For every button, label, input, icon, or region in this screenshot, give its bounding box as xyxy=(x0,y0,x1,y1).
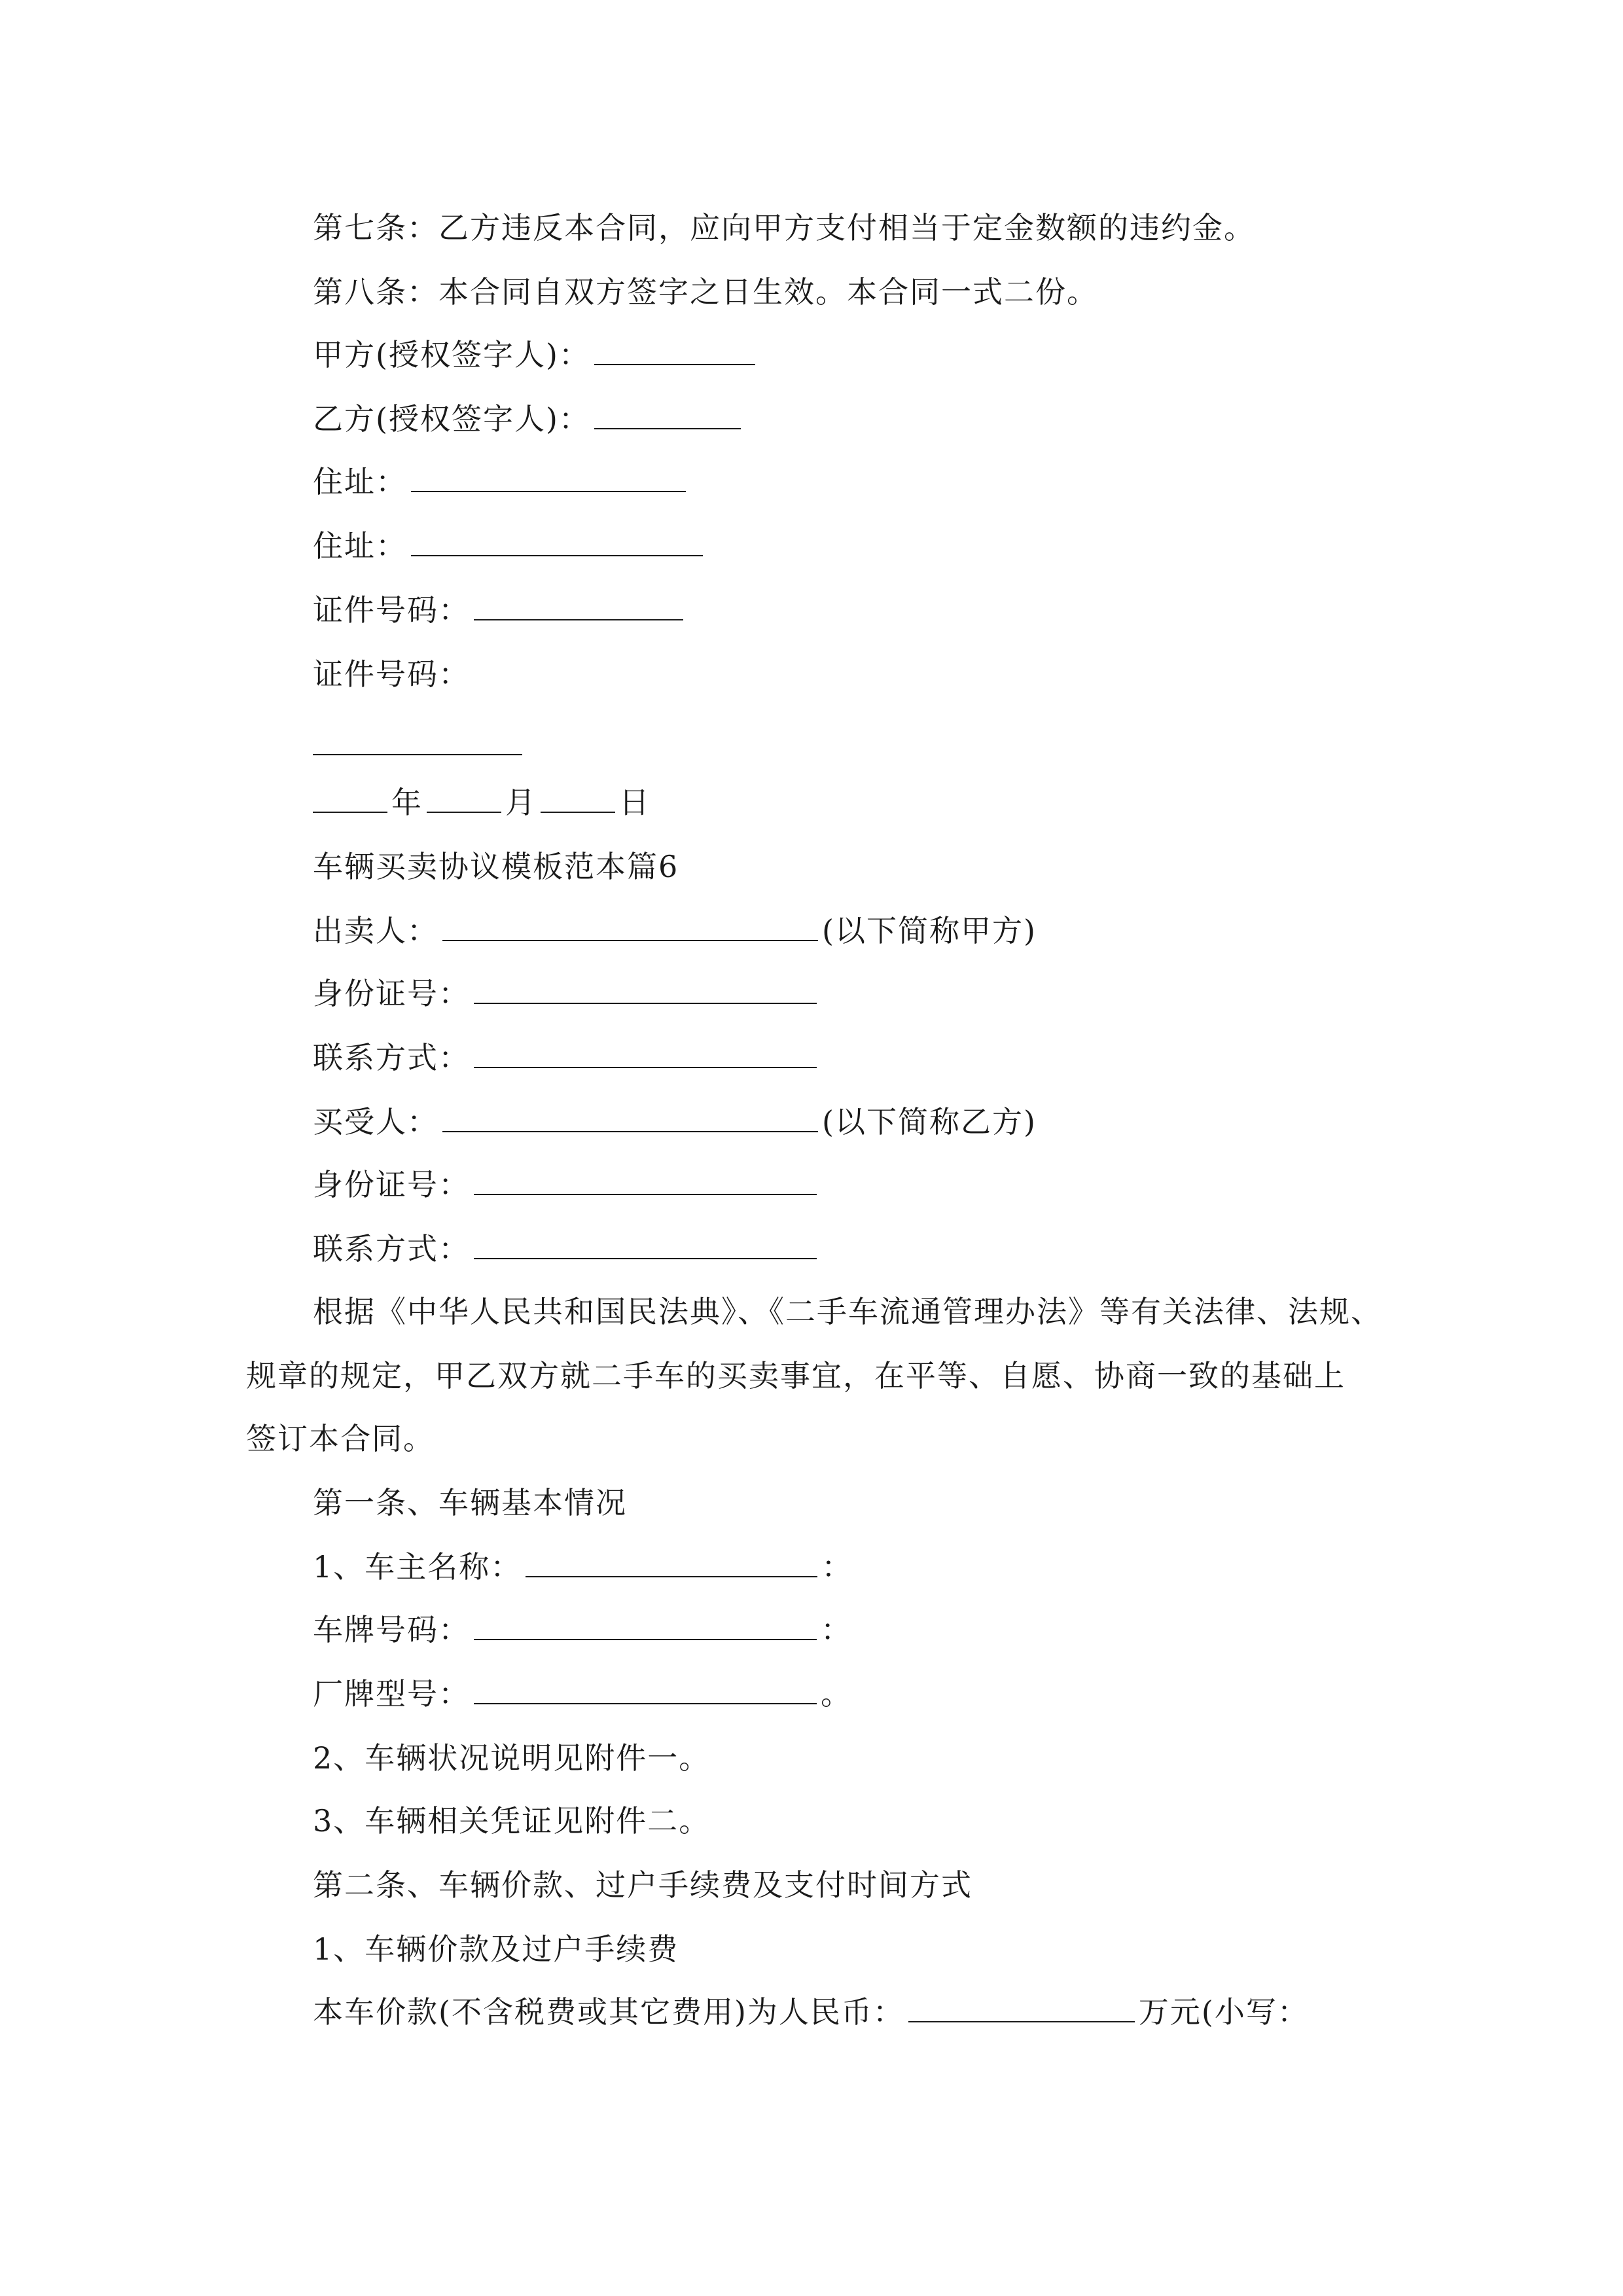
item-3: 3、车辆相关凭证见附件二。 xyxy=(313,1803,711,1839)
id-number-label-1: 证件号码： xyxy=(313,592,470,628)
seller-id-label: 身份证号： xyxy=(313,976,470,1011)
brand-model-blank[interactable] xyxy=(474,1674,817,1704)
brand-model-label: 厂牌型号： xyxy=(313,1676,470,1712)
party-b-signature-blank[interactable] xyxy=(594,399,741,429)
price-unit: 万元(小写： xyxy=(1138,1994,1309,2030)
brand-model-row xyxy=(313,1674,852,1713)
id-number-label-2: 证件号码： xyxy=(313,656,470,692)
buyer-contact-label: 联系方式： xyxy=(313,1231,470,1266)
seller-id-blank[interactable] xyxy=(474,974,817,1004)
plate-number-end: ： xyxy=(821,1612,852,1647)
buyer-row xyxy=(313,1102,1037,1141)
plate-number-row xyxy=(313,1610,852,1649)
section-heading-6: 车辆买卖协议模板范本篇6 xyxy=(313,849,679,884)
buyer-id-blank[interactable] xyxy=(474,1165,817,1195)
plate-number-label: 车牌号码： xyxy=(313,1612,470,1647)
year-label: 年 xyxy=(391,785,423,820)
party-a-signature-row xyxy=(313,335,759,374)
seller-label: 出卖人： xyxy=(313,913,438,948)
price-row xyxy=(313,1992,1309,2032)
id-number-blank-2[interactable] xyxy=(313,753,522,755)
buyer-alias: (以下简称乙方) xyxy=(822,1104,1037,1139)
seller-row xyxy=(313,911,1037,950)
seller-contact-row xyxy=(313,1038,821,1077)
id-number-blank-1[interactable] xyxy=(474,590,683,620)
party-b-signature-row xyxy=(313,399,745,439)
buyer-contact-blank[interactable] xyxy=(474,1229,817,1259)
party-a-signature-blank[interactable] xyxy=(594,335,755,365)
seller-id-row xyxy=(313,974,821,1013)
legal-basis-line-2: 规章的规定，甲乙双方就二手车的买卖事宜，在平等、自愿、协商一致的基础上 xyxy=(246,1358,1346,1393)
seller-alias: (以下简称甲方) xyxy=(822,913,1037,948)
plate-number-blank[interactable] xyxy=(474,1610,817,1640)
address-row-2 xyxy=(313,526,707,565)
article-8: 第八条：本合同自双方签字之日生效。本合同一式二份。 xyxy=(313,274,1098,310)
month-blank[interactable] xyxy=(427,783,501,813)
address-row-1 xyxy=(313,462,690,501)
seller-contact-blank[interactable] xyxy=(474,1038,817,1068)
party-b-signature-label: 乙方(授权签字人)： xyxy=(313,401,590,437)
address-blank-1[interactable] xyxy=(411,462,686,492)
day-label: 日 xyxy=(619,785,651,820)
address-label-2: 住址： xyxy=(313,528,407,564)
address-blank-2[interactable] xyxy=(411,526,703,556)
owner-name-row xyxy=(313,1547,853,1587)
owner-name-label: 1、车主名称： xyxy=(313,1549,522,1585)
legal-basis-line-1: 根据《中华人民共和国民法典》、《二手车流通管理办法》等有关法律、法规、 xyxy=(313,1294,1382,1329)
brand-model-end: 。 xyxy=(821,1676,852,1712)
legal-basis-line-3: 签订本合同。 xyxy=(246,1421,435,1456)
year-blank[interactable] xyxy=(313,783,387,813)
seller-blank[interactable] xyxy=(442,911,818,941)
id-number-row-2 xyxy=(313,655,470,694)
clause-1-heading: 第一条、车辆基本情况 xyxy=(313,1485,627,1520)
date-row xyxy=(313,783,651,822)
seller-contact-label: 联系方式： xyxy=(313,1040,470,1075)
clause-2-heading: 第二条、车辆价款、过户手续费及支付时间方式 xyxy=(313,1867,972,1903)
address-label-1: 住址： xyxy=(313,464,407,499)
buyer-label: 买受人： xyxy=(313,1104,438,1139)
buyer-id-label: 身份证号： xyxy=(313,1167,470,1202)
price-blank[interactable] xyxy=(908,1992,1135,2022)
owner-name-end: ： xyxy=(821,1549,853,1585)
buyer-id-row xyxy=(313,1165,821,1204)
owner-name-blank[interactable] xyxy=(526,1547,817,1577)
price-fee-subheading: 1、车辆价款及过户手续费 xyxy=(313,1931,679,1967)
id-number-row-1 xyxy=(313,590,687,630)
item-2: 2、车辆状况说明见附件一。 xyxy=(313,1740,711,1776)
price-label: 本车价款(不含税费或其它费用)为人民币： xyxy=(313,1994,904,2030)
buyer-blank[interactable] xyxy=(442,1102,818,1132)
day-blank[interactable] xyxy=(541,783,615,813)
article-7: 第七条：乙方违反本合同，应向甲方支付相当于定金数额的违约金。 xyxy=(313,210,1255,245)
month-label: 月 xyxy=(505,785,537,820)
party-a-signature-label: 甲方(授权签字人)： xyxy=(313,337,590,372)
buyer-contact-row xyxy=(313,1229,821,1268)
